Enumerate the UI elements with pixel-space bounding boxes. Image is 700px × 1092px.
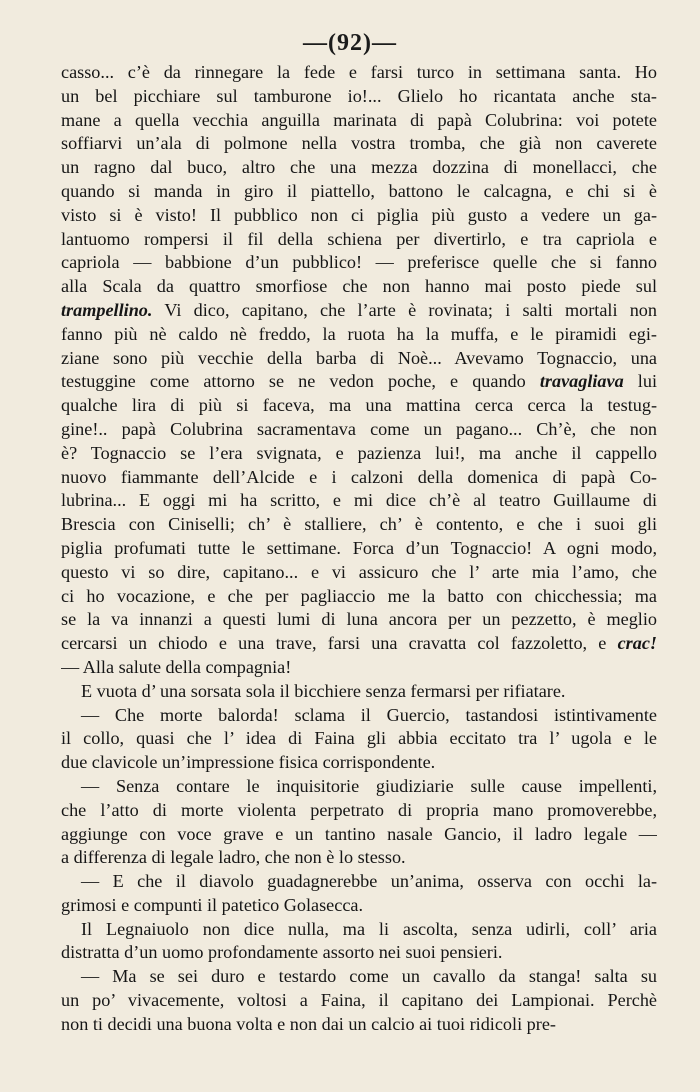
text-line: che l’atto di morte violenta perpetrato di propria mano promoverebbe, — [61, 799, 657, 820]
text-line: Il Legnaiuolo non dice nulla, ma li ascolta, senza udirli, coll’ aria — [81, 918, 657, 939]
text-line: il collo, quasi che l’ idea di Faina gli abbia eccitato tra l’ ugola e le — [61, 728, 657, 749]
paragraph — [61, 680, 657, 704]
text-line: alla Scala da quattro smorfiose che non hanno mai posto piede sul — [61, 276, 657, 297]
text-line: E vuota d’ una sorsata sola il bicchiere senza fermarsi per rifiatare. — [81, 680, 566, 701]
text-line: un po’ vivacemente, voltosi a Faina, il capitano dei Lampionai. Perchè — [61, 990, 657, 1011]
text-line: aggiunge con voce grave e un tantino nasale Gancio, il ladro legale — — [61, 823, 657, 844]
text-line: ziane sono più vecchie della barba di Noè... Avevamo Tognaccio, una — [61, 347, 657, 368]
text-line: Brescia con Ciniselli; ch’ è stalliere, ch’ è contento, e che i suoi gli — [61, 514, 657, 535]
italic-term: trampellino. — [61, 299, 153, 320]
text-line: un bel picchiare sul tamburone io!... Glielo ho ricantata anche sta- — [61, 85, 657, 106]
text-line: questo vi so dire, capitano... e vi assicuro che l’ arte mia l’amo, che — [61, 561, 657, 582]
text-line: — Alla salute della compagnia! — [61, 656, 292, 677]
text-line: lantuomo rompersi il fil della schiena per divertirlo, e tra capriola e — [61, 228, 657, 249]
paragraph — [61, 965, 657, 1036]
text-line: un ragno dal buco, altro che una mezza dozzina di monellacci, che — [61, 157, 657, 178]
paragraph — [61, 61, 657, 680]
text-line: nuovo fiammante dell’Alcide e i calzoni della domenica di papà Co- — [61, 466, 657, 487]
text-line: due clavicole un’impressione fisica corrispondente. — [61, 752, 436, 773]
paragraph — [61, 775, 657, 870]
text-line: piglia profumati tutte le settimane. Forca d’un Tognaccio! A ogni modo, — [61, 537, 657, 558]
text-line: — Ma se sei duro e testardo come un cavallo da stanga! salta su — [81, 966, 657, 987]
text-line: gine!.. papà Colubrina sacramentava come un pagano... Ch’è, che non — [61, 418, 657, 439]
paragraph — [61, 870, 657, 918]
text-line: a differenza di legale ladro, che non è lo stesso. — [61, 847, 406, 868]
paragraph — [61, 704, 657, 775]
text-line: non ti decidi una buona volta e non dai un calcio ai tuoi ridicoli pre- — [61, 1013, 556, 1034]
italic-term: crac! — [617, 633, 657, 654]
text-line: — Che morte balorda! sclama il Guercio, tastandosi istintivamente — [81, 704, 657, 725]
text-line: mane a quella vecchia anguilla marinata di papà Colubrina: voi potete — [61, 109, 657, 130]
text-line: lubrina... E oggi mi ha scritto, e mi dice ch’è al teatro Guillaume di — [61, 490, 657, 511]
body-text — [61, 61, 657, 1037]
text-line: casso... c’è da rinnegare la fede e farsi turco in settimana santa. Ho — [61, 62, 657, 82]
text-line: distratta d’un uomo profondamente assorto nei suoi pensieri. — [61, 942, 503, 963]
text-line: grimosi e compunti il patetico Golasecca. — [61, 894, 364, 915]
text-line: fanno più nè caldo nè freddo, la ruota ha la muffa, e le piramidi egi- — [61, 323, 657, 344]
text-line: se la va innanzi a questi lumi di luna ancora per un pezzetto, è meglio — [61, 609, 657, 630]
paragraph — [61, 918, 657, 966]
text-line: quando si manda in giro il piattello, battono le calcagna, e chi si è — [61, 180, 657, 201]
text-line: è? Tognaccio se l’era svignata, e pazienza lui!, ma anche il cappello — [61, 442, 657, 463]
text-line: capriola — babbione d’un pubblico! — preferisce quelle che si fanno — [61, 252, 657, 273]
text-line: ci ho vocazione, e che per pagliaccio me la batto con chicchessia; ma — [61, 585, 657, 606]
text-line: visto si è visto! Il pubblico non ci piglia più gusto a vedere un ga- — [61, 204, 657, 225]
text-line: — E che il diavolo guadagnerebbe un’anima, osserva con occhi la- — [81, 871, 657, 892]
text-line: soffiarvi un’ala di polmone nella vostra tromba, che già non caverete — [61, 133, 657, 154]
text-line: qualche lira di più si faceva, ma una mattina cerca cerca la testug- — [61, 395, 657, 416]
page-number: —(92)— — [303, 30, 397, 56]
text-line: testuggine come attorno se ne vedon poche, e quando travagliava lui — [61, 371, 657, 392]
italic-term: travagliava — [539, 371, 624, 392]
text-line: trampellino. Vi dico, capitano, che l’arte è rovinata; i salti mortali non — [61, 299, 657, 320]
text-line: — Senza contare le inquisitorie giudiziarie sulle cause impellenti, — [81, 775, 657, 796]
text-line: cercarsi un chiodo e una trave, farsi una cravatta col fazzoletto, e crac! — [61, 633, 657, 654]
